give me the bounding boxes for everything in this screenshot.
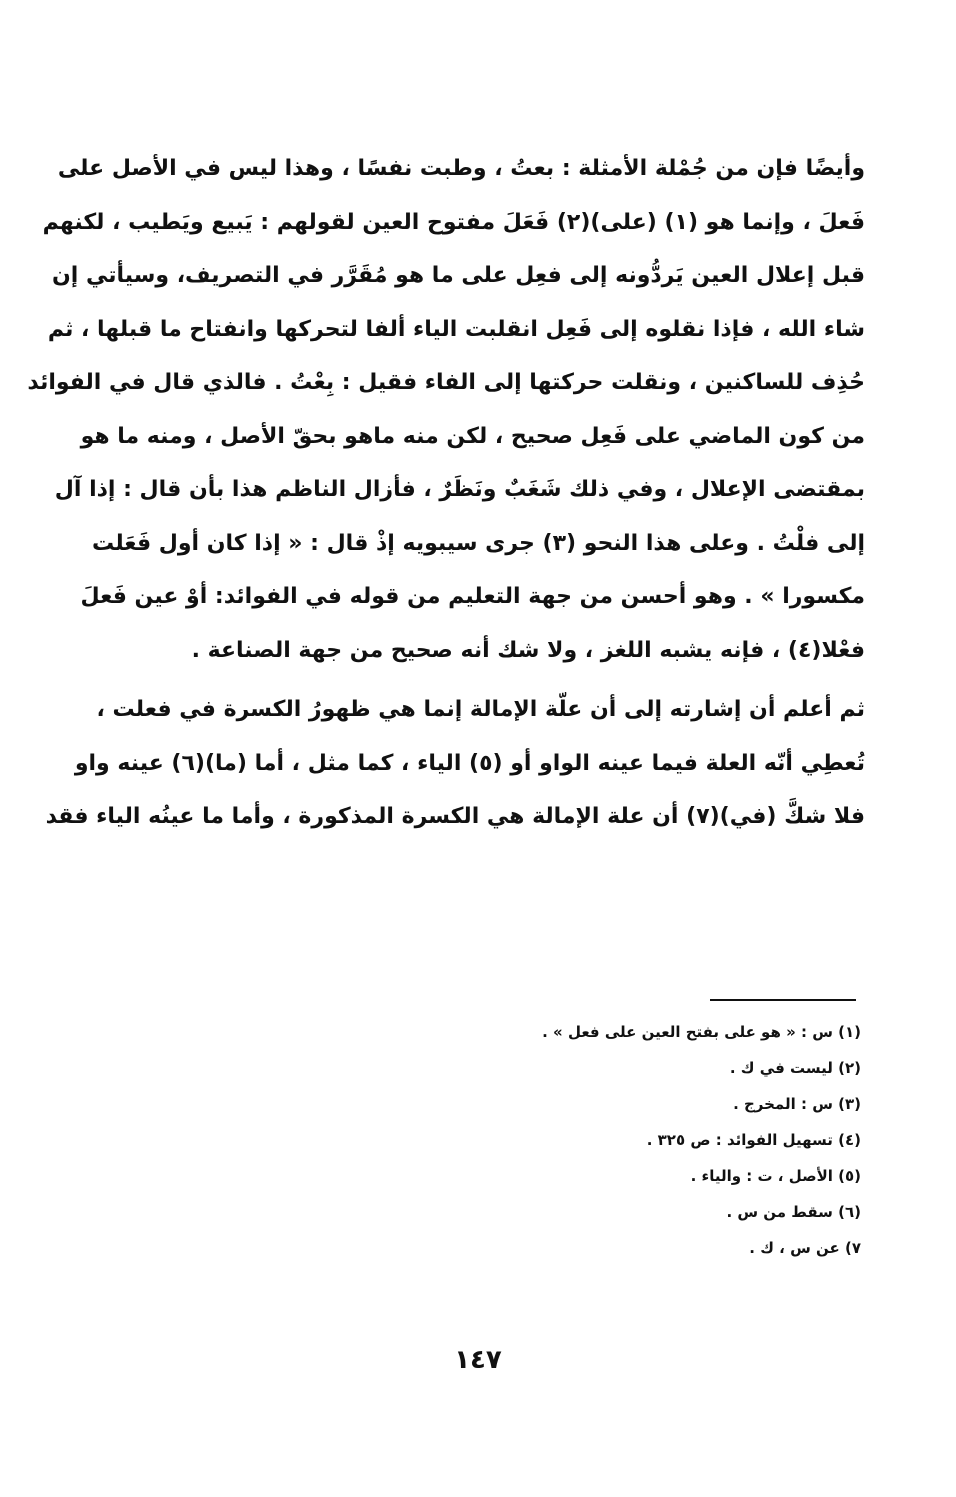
text-line: شاء الله ، فإذا نقلوه إلى فَعِل انقلبت الياء ألفا لتحركها وانفتاح ما قبلها ، ثم xyxy=(47,316,865,342)
footnote: (٣) س : المخرج . xyxy=(733,1095,861,1113)
text-line: ثم أعلم أن إشارته إلى أن علّة الإمالة إنما هي ظهورُ الكسرة في فعلت ، xyxy=(96,697,865,722)
text-line: حُذِف للساكنين ، ونقلت حركتها إلى الفاء فقيل : بِعْتُ . فالذي قال في الفوائد xyxy=(27,370,865,395)
footnote: (١) س : « هو على بفتح العين على فعل » . xyxy=(542,1023,861,1041)
footnote: ٧) عن س ، ك . xyxy=(749,1239,861,1257)
text-line: إلى فلْتُ . وعلى هذا النحو (٣) جرى سيبويه إذْ قال : « إذا كان أول فَعَلت xyxy=(92,530,865,556)
footnote: (٥) الأصل ، ت : والياء . xyxy=(690,1167,861,1185)
text-line: بمقتضى الإعلال ، وفي ذلك شَغَبٌ ونَظَرٌ ، فأزال الناظم هذا بأن قال : إذا آل xyxy=(54,477,865,502)
main-text xyxy=(27,142,865,844)
footnote: (٤) تسهيل الفوائد : ص ٣٢٥ . xyxy=(646,1131,861,1149)
text-line: قبل إعلال العين يَردُّونه إلى فعِل على ما هو مُقَرَّر في التصريف، وسيأتي إن xyxy=(51,263,865,288)
text-line: فعْلا(٤) ، فإنه يشبه اللغز ، ولا شك أنه صحيح من جهة الصناعة . xyxy=(191,637,865,663)
footnote: (٢) ليست في ك . xyxy=(729,1059,861,1077)
text-line: وأيضًا فإن من جُمْلة الأمثلة : بعتُ ، وطبت نفسًا ، وهذا ليس في الأصل على xyxy=(57,156,865,181)
footnote-divider xyxy=(710,999,856,1001)
text-line: فلا شكَّ (في)(٧) أن علة الإمالة هي الكسرة المذكورة ، وأما ما عينُه الياء فقد xyxy=(45,804,865,829)
footnotes xyxy=(361,1014,861,1266)
text-line: من كون الماضي على فَعِل صحيح ، لكن منه ماهو بحقّ الأصل ، ومنه ما هو xyxy=(80,423,865,449)
text-line: مكسورا » . وهو أحسن من جهة التعليم من قوله في الفوائد: أوْ عين فَعلَ xyxy=(80,584,865,609)
footnote: (٦) سقط من س . xyxy=(726,1203,861,1221)
page-number: ١٤٧ xyxy=(454,1345,502,1375)
text-line: فَعلَ ، وإنما هو (١) (على)(٢) فَعَلَ مفتوح العين لقولهم : يَبيع ويَطيب ، لكنهم xyxy=(42,209,865,235)
text-line: تُعطِي أنّه العلة فيما عينه الواو أو (٥) الياء ، كما مثل ، أما (ما)(٦) عينه واو xyxy=(74,750,865,776)
